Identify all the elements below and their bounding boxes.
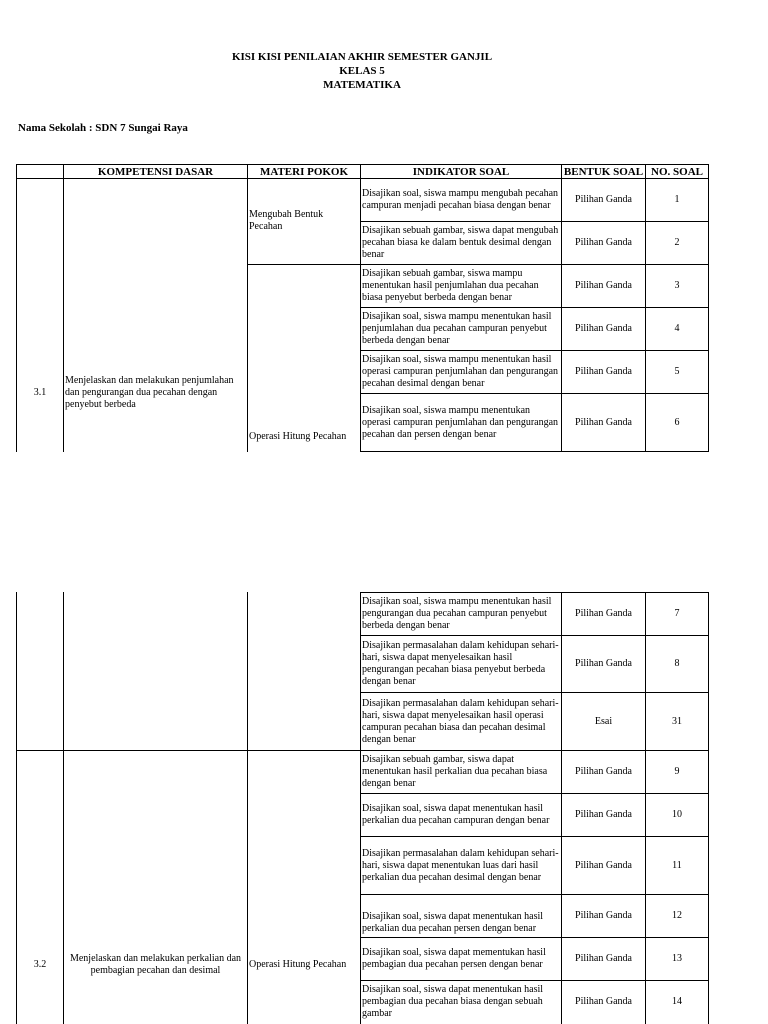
kd-description: Menjelaskan dan melakukan penjumlahan dan pengurangan dua pecahan dengan penyebut berbeda: [65, 375, 234, 410]
bentuk-soal: Pilihan Ganda: [575, 953, 632, 964]
bentuk-soal: Esai: [594, 715, 613, 727]
no-soal: 8: [674, 658, 680, 669]
no-soal: 6: [674, 416, 680, 428]
indikator-soal: Disajikan soal, siswa mampu menentukan hasil pengurangan dua pecahan campuran penyebut berbeda dengan benar: [362, 596, 552, 631]
bentuk-soal: Pilihan Ganda: [575, 608, 632, 619]
bentuk-soal: Pilihan Ganda: [575, 366, 632, 377]
no-soal: 7: [674, 608, 680, 619]
no-soal: 5: [674, 366, 680, 377]
bentuk-soal: Pilihan Ganda: [575, 809, 632, 820]
indikator-soal: Disajikan soal, siswa mampu mengubah pecahan campuran menjadi pecahan biasa dengan benar: [362, 188, 559, 211]
bentuk-soal: Pilihan Ganda: [575, 658, 632, 669]
no-soal: 2: [674, 237, 680, 248]
no-soal: 12: [672, 910, 682, 921]
no-soal: 9: [674, 766, 680, 777]
materi-pokok: Operasi Hitung Pecahan: [249, 431, 347, 442]
bentuk-soal: Pilihan Ganda: [575, 280, 632, 291]
indikator-soal: Disajikan soal, siswa dapat menentukan hasil perkalian dua pecahan campuran dengan benar: [362, 803, 550, 826]
header-no-soal: NO. SOAL: [651, 165, 703, 178]
bentuk-soal: Pilihan Ganda: [575, 323, 632, 334]
no-soal: 13: [672, 953, 682, 964]
no-soal: 4: [674, 323, 680, 334]
no-soal: 11: [672, 859, 682, 871]
bentuk-soal: Pilihan Ganda: [575, 766, 632, 777]
indikator-soal: Disajikan soal, siswa dapat mementukan hasil pembagian dua pecahan persen dengan benar: [362, 947, 546, 970]
indikator-soal: Disajikan soal, siswa dapat menentukan hasil perkalian dua pecahan persen dengan benar: [362, 910, 544, 934]
indikator-soal: Disajikan sebuah gambar, siswa dapat menentukan hasil perkalian dua pecahan biasa dengan benar: [362, 754, 548, 789]
kd-code: 3.2: [33, 959, 47, 970]
indikator-soal: Disajikan permasalahan dalam kehidupan sehari-hari, siswa dapat menyelesaikan hasil operasi campuran pecahan biasa dan pecahan desimal dengan benar: [362, 697, 559, 745]
bentuk-soal: Pilihan Ganda: [575, 859, 632, 871]
no-soal: 10: [672, 809, 682, 820]
no-soal: 3: [674, 280, 680, 291]
materi-pokok: Mengubah Bentuk Pecahan: [249, 209, 324, 232]
indikator-soal: Disajikan soal, siswa dapat menentukan hasil pembagian dua pecahan biasa dengan sebuah gambar: [362, 984, 544, 1019]
bentuk-soal: Pilihan Ganda: [575, 416, 632, 428]
header-materi-pokok: MATERI POKOK: [259, 165, 349, 178]
kd-code: 3.1: [33, 387, 47, 398]
kd-description: Menjelaskan dan melakukan perkalian dan pembagian pecahan dan desimal: [69, 953, 242, 976]
indikator-soal: Disajikan soal, siswa mampu menentukan hasil operasi campuran penjumlahan dan pengurangan pecahan desimal dengan benar: [362, 354, 559, 389]
bentuk-soal: Pilihan Ganda: [575, 194, 632, 205]
materi-pokok: Operasi Hitung Pecahan: [249, 959, 347, 970]
title-line-3: MATEMATIKA: [323, 79, 401, 91]
header-bentuk-soal: BENTUK SOAL: [563, 165, 644, 178]
indikator-soal: Disajikan soal, siswa mampu menentukan operasi campuran penjumlahan dan pengurangan pecahan dan persen dengan benar: [362, 404, 559, 440]
bentuk-soal: Pilihan Ganda: [575, 237, 632, 248]
indikator-soal: Disajikan sebuah gambar, siswa mampu menentukan hasil penjumlahan dua pecahan biasa penyebut berbeda dengan benar: [362, 268, 539, 303]
school-name: Nama Sekolah : SDN 7 Sungai Raya: [18, 122, 188, 134]
no-soal: 14: [672, 996, 682, 1007]
document-title: [0, 50, 724, 92]
indikator-soal: Disajikan permasalahan dalam kehidupan sehari-hari, siswa dapat menyelesaikan hasil pengurangan pecahan biasa penyebut berbeda dengan benar: [362, 640, 559, 687]
indikator-soal: Disajikan permasalahan dalam kehidupan sehari-hari, siswa dapat menentukan luas dari hasil perkalian dua pecahan desimal dengan benar: [362, 847, 559, 883]
header-kompetensi-dasar: KOMPETENSI DASAR: [97, 165, 214, 178]
no-soal: 1: [674, 194, 680, 205]
title-line-2: KELAS 5: [339, 65, 385, 77]
title-line-1: KISI KISI PENILAIAN AKHIR SEMESTER GANJIL: [231, 51, 493, 63]
header-indikator-soal: INDIKATOR SOAL: [412, 165, 510, 178]
bentuk-soal: Pilihan Ganda: [575, 996, 632, 1007]
bentuk-soal: Pilihan Ganda: [575, 910, 632, 921]
no-soal: 31: [672, 715, 682, 727]
indikator-soal: Disajikan sebuah gambar, siswa dapat mengubah pecahan biasa ke dalam bentuk desimal dengan benar: [362, 225, 559, 260]
indikator-soal: Disajikan soal, siswa mampu menentukan hasil penjumlahan dua pecahan campuran penyebut berbeda dengan benar: [362, 311, 552, 346]
